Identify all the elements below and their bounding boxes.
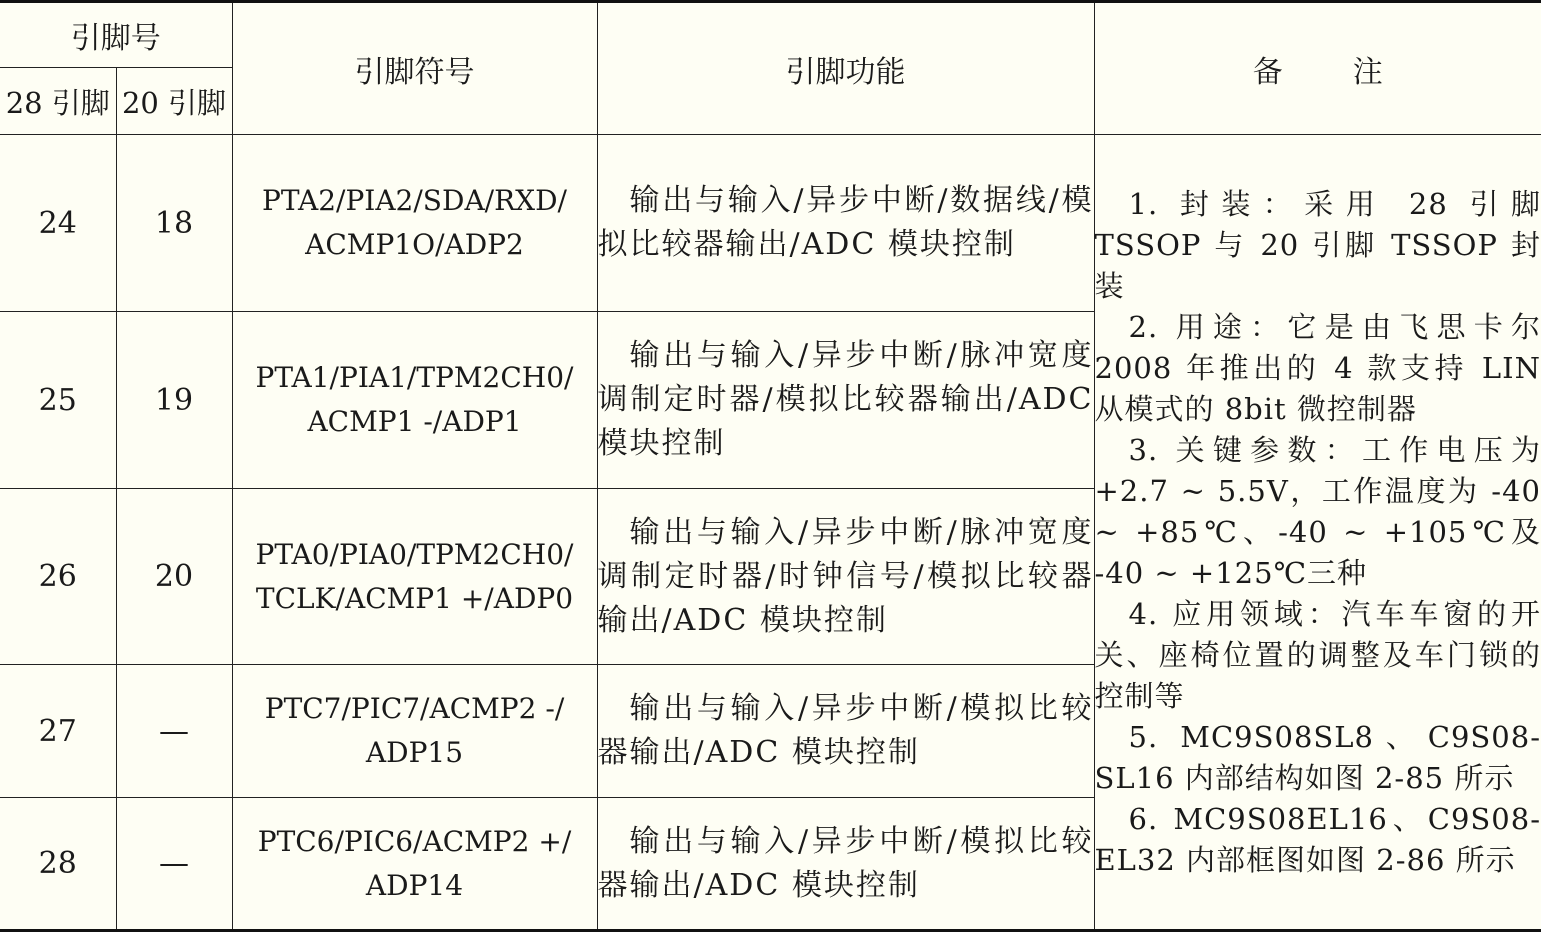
note-item: 5. MC9S08SL8、C9S08-SL16 内部结构如图 2-85 所示 [1095,717,1541,799]
header-20-pin: 20 引脚 [116,68,232,135]
pin-20-number: — [116,798,232,931]
pin-function: 输出与输入/异步中断/数据线/模拟比较器输出/ADC 模块控制 [597,135,1094,312]
pin-function: 输出与输入/异步中断/脉冲宽度调制定时器/时钟信号/模拟比较器输出/ADC 模块控制 [597,489,1094,665]
pin-20-number: 19 [116,312,232,489]
pin-28-number: 25 [0,312,116,489]
pin-symbol: PTA2/PIA2/SDA/RXD/ ACMP1O/ADP2 [232,135,597,312]
pin-28-number: 24 [0,135,116,312]
pin-28-number: 26 [0,489,116,665]
pin-symbol: PTC6/PIC6/ACMP2 +/ ADP14 [232,798,597,931]
pin-symbol: PTC7/PIC7/ACMP2 -/ ADP15 [232,665,597,798]
pin-symbol: PTA0/PIA0/TPM2CH0/ TCLK/ACMP1 +/ADP0 [232,489,597,665]
header-pin-symbol: 引脚符号 [232,2,597,135]
pin-28-number: 27 [0,665,116,798]
header-28-pin: 28 引脚 [0,68,116,135]
pin-28-number: 28 [0,798,116,931]
note-item: 1. 封装：采用 28 引脚 TSSOP 与 20 引脚 TSSOP 封装 [1095,184,1541,307]
table-row [0,135,1541,312]
note-item: 2. 用途：它是由飞思卡尔 2008 年推出的 4 款支持 LIN 从模式的 8bit 微控制器 [1095,307,1541,430]
note-item: 6. MC9S08EL16、C9S08-EL32 内部框图如图 2-86 所示 [1095,799,1541,881]
header-notes: 备注 [1094,2,1541,135]
pin-20-number: 20 [116,489,232,665]
pin-function: 输出与输入/异步中断/模拟比较器输出/ADC 模块控制 [597,798,1094,931]
pin-20-number: 18 [116,135,232,312]
header-pin-number: 引脚号 [0,2,232,68]
pin-symbol: PTA1/PIA1/TPM2CH0/ ACMP1 -/ADP1 [232,312,597,489]
pin-function: 输出与输入/异步中断/模拟比较器输出/ADC 模块控制 [597,665,1094,798]
notes-cell [1094,135,1541,931]
header-pin-function: 引脚功能 [597,2,1094,135]
note-item: 3. 关键参数：工作电压为 +2.7 ~ 5.5V，工作温度为 -40 ~ +85℃、-40 ~ +105℃及 -40 ~ +125℃三种 [1095,430,1541,594]
pin-20-number: — [116,665,232,798]
pin-function: 输出与输入/异步中断/脉冲宽度调制定时器/模拟比较器输出/ADC 模块控制 [597,312,1094,489]
note-item: 4. 应用领域：汽车车窗的开关、座椅位置的调整及车门锁的控制等 [1095,594,1541,717]
